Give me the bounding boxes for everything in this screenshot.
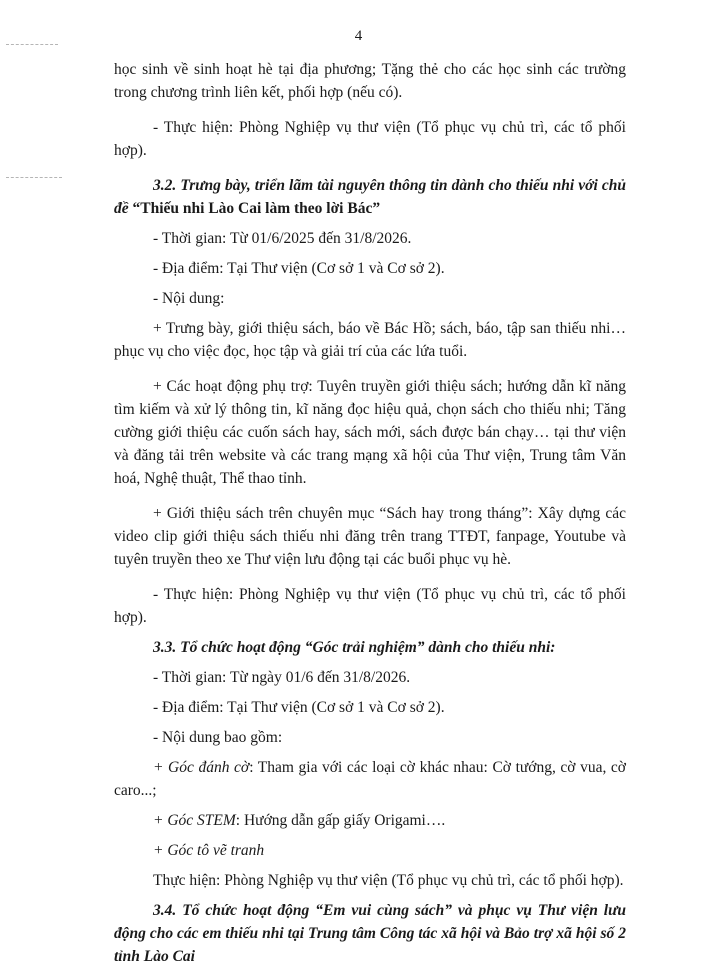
section-heading-3-3: 3.3. Tổ chức hoạt động “Góc trải nghiệm” dành cho thiếu nhi: [153,639,556,656]
scan-margin-mark [6,44,58,45]
list-item [114,809,626,832]
heading-text: 3.2. Trưng bày, triển lãm tài nguyên thông tin dành cho thiếu nhi với chủ đề [114,177,626,217]
paragraph: - Nội dung bao gồm: [153,729,283,746]
document-body [114,58,626,980]
list-item-lead: + Góc đánh cờ [153,759,250,776]
heading-theme: “Thiếu nhi Lào Cai làm theo lời Bác” [132,200,381,217]
list-item-text: : Tham gia với các loại cờ khác nhau: Cờ tướng, cờ vua, cờ caro...; [114,759,626,799]
paragraph: - Địa điểm: Tại Thư viện (Cơ sở 1 và Cơ sở 2). [153,699,445,716]
paragraph: + Các hoạt động phụ trợ: Tuyên truyền giới thiệu sách; hướng dẫn kĩ năng tìm kiếm và xử lý thông tin, kĩ năng đọc hiệu quả, chọn sách cho thiếu nhi; Tăng cường giới thiệu các cuốn sách hay, sách mới, sách được bán chạy… tại thư viện và đăng tải trên website và các trang mạng xã hội của Thư viện, Trung tâm Văn hoá, Nghệ thuật, Thể thao tỉnh. [114,378,626,487]
list-item-lead: + Góc STEM [153,812,236,829]
paragraph: - Thời gian: Từ ngày 01/6 đến 31/8/2026. [153,669,411,686]
paragraph: + Trưng bày, giới thiệu sách, báo về Bác Hồ; sách, báo, tập san thiếu nhi…phục vụ cho việc đọc, học tập và giải trí của các lứa tuổi. [114,320,626,360]
list-item [114,756,626,802]
paragraph: + Giới thiệu sách trên chuyên mục “Sách hay trong tháng”: Xây dựng các video clip giới thiệu sách thiếu nhi đăng trên trang TTĐT, fanpage, Youtube và tuyên truyền theo xe Thư viện lưu động tại các buổi phục vụ hè. [114,505,626,568]
list-item-text: : Hướng dẫn gấp giấy Origami…. [235,812,446,829]
page-number: 4 [354,28,363,44]
paragraph: Thực hiện: Phòng Nghiệp vụ thư viện (Tổ phục vụ chủ trì, các tổ phối hợp). [153,872,624,889]
scan-margin-mark [6,177,62,178]
paragraph: - Thời gian: Từ 01/6/2025 đến 31/8/2026. [153,230,412,247]
paragraph: - Nội dung: [153,290,225,307]
paragraph: - Địa điểm: Tại Thư viện (Cơ sở 1 và Cơ sở 2). [153,260,445,277]
list-item: + Góc tô vẽ tranh [153,842,265,859]
paragraph: - Thực hiện: Phòng Nghiệp vụ thư viện (Tổ phục vụ chủ trì, các tổ phối hợp). [114,586,626,626]
paragraph: học sinh về sinh hoạt hè tại địa phương; Tặng thẻ cho các học sinh các trường trong chương trình liên kết, phối hợp (nếu có). [114,61,626,101]
section-heading-3-2 [114,174,626,220]
section-heading-3-4: 3.4. Tổ chức hoạt động “Em vui cùng sách” và phục vụ Thư viện lưu động cho các em thiếu nhi tại Trung tâm Công tác xã hội và Bảo trợ xã hội số 2 tỉnh Lào Cai [114,902,626,965]
paragraph: - Thực hiện: Phòng Nghiệp vụ thư viện (Tổ phục vụ chủ trì, các tổ phối hợp). [114,119,626,159]
